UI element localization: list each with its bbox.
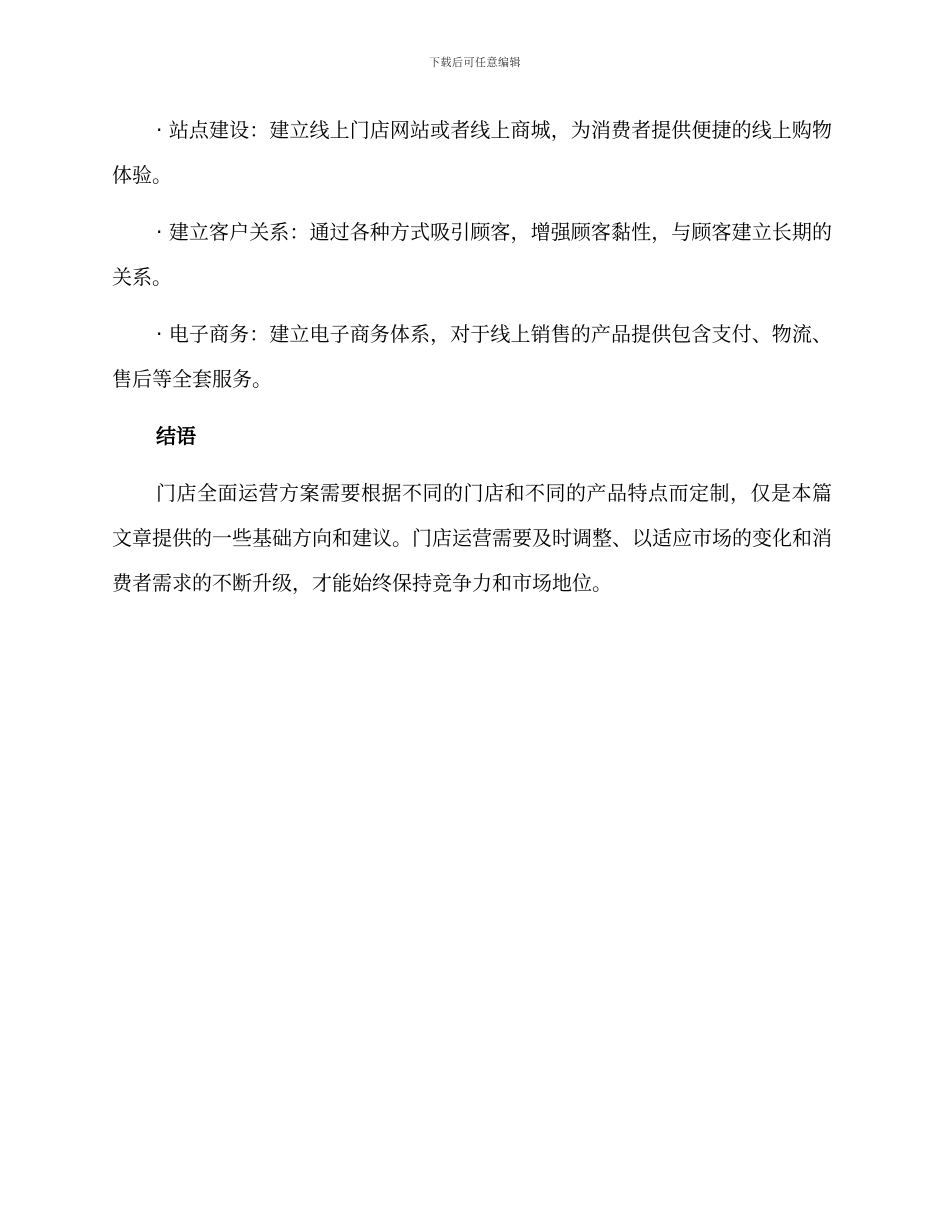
- paragraph-customer-relations: · 建立客户关系：通过各种方式吸引顾客，增强顾客黏性，与顾客建立长期的关系。: [112, 220, 832, 289]
- page-header: 下载后可任意编辑: [429, 56, 521, 69]
- conclusion-paragraph: 门店全面运营方案需要根据不同的门店和不同的产品特点而定制，仅是本篇文章提供的一些基础方向和建议。门店运营需要及时调整、以适应市场的变化和消费者需求的不断升级，才能始终保持竞争力和市场地位。: [112, 481, 832, 595]
- document-body: [112, 108, 832, 618]
- paragraph-site-building: · 站点建设：建立线上门店网站或者线上商城，为消费者提供便捷的线上购物体验。: [112, 118, 832, 187]
- paragraph-ecommerce: · 电子商务：建立电子商务体系，对于线上销售的产品提供包含支付、物流、售后等全套服务。: [112, 322, 832, 391]
- conclusion-heading: 结语: [156, 424, 196, 448]
